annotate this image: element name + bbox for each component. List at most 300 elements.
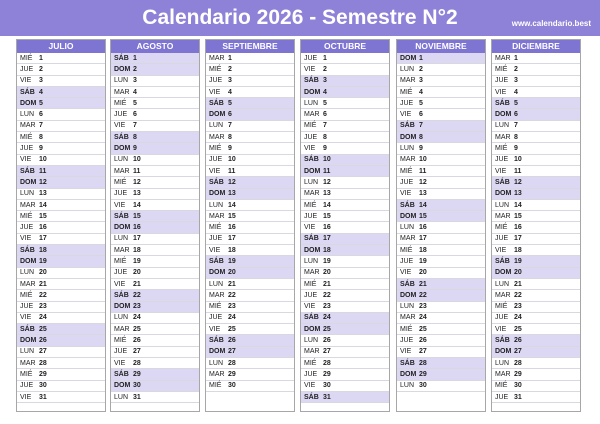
weekday-label: MIÉ	[495, 145, 508, 153]
day-row	[397, 87, 485, 98]
weekday-label: JUE	[495, 77, 509, 85]
weekday-label: SÁB	[114, 54, 129, 62]
day-row	[492, 347, 580, 358]
day-row	[397, 143, 485, 154]
weekday-label: MIÉ	[20, 133, 33, 141]
day-row	[397, 347, 485, 358]
weekday-label: LUN	[114, 314, 129, 322]
weekday-label: MIÉ	[114, 257, 127, 265]
day-number: 3	[419, 77, 423, 85]
day-row	[206, 324, 294, 335]
day-row	[111, 109, 199, 120]
weekday-label: JUE	[209, 77, 223, 85]
weekday-label: VIE	[20, 314, 32, 322]
day-row	[301, 234, 389, 245]
weekday-label: JUE	[209, 314, 223, 322]
day-row	[206, 121, 294, 132]
month-column	[300, 39, 390, 412]
day-number: 2	[419, 65, 423, 73]
day-number: 27	[228, 348, 236, 356]
weekday-label: MAR	[20, 201, 36, 209]
day-row	[206, 211, 294, 222]
day-number: 16	[419, 224, 427, 232]
day-number: 19	[323, 257, 331, 265]
weekday-label: JUE	[114, 348, 128, 356]
weekday-label: VIE	[20, 77, 32, 85]
weekday-label: SÁB	[209, 178, 224, 186]
day-row	[206, 290, 294, 301]
day-number: 11	[133, 167, 141, 175]
day-row	[397, 369, 485, 380]
day-number: 18	[514, 246, 522, 254]
day-row	[397, 256, 485, 267]
day-number: 30	[323, 382, 331, 390]
weekday-label: MAR	[304, 111, 320, 119]
weekday-label: MIÉ	[400, 167, 413, 175]
day-number: 12	[228, 178, 236, 186]
weekday-label: VIE	[20, 393, 32, 401]
day-row	[492, 256, 580, 267]
day-number: 3	[39, 77, 43, 85]
weekday-label: DOM	[400, 212, 417, 220]
weekday-label: MIÉ	[114, 178, 127, 186]
day-number: 16	[514, 224, 522, 232]
weekday-label: MIÉ	[400, 88, 413, 96]
day-number: 1	[323, 54, 327, 62]
weekday-label: MAR	[20, 122, 36, 130]
weekday-label: MIÉ	[114, 99, 127, 107]
day-number: 22	[228, 291, 236, 299]
day-number: 22	[323, 291, 331, 299]
day-number: 21	[323, 280, 331, 288]
day-row	[17, 268, 105, 279]
day-number: 26	[419, 337, 427, 345]
day-number: 9	[228, 145, 232, 153]
day-number: 20	[228, 269, 236, 277]
day-number: 14	[133, 201, 141, 209]
day-number: 9	[419, 145, 423, 153]
day-number: 8	[228, 133, 232, 141]
weekday-label: DOM	[400, 370, 417, 378]
day-number: 1	[133, 54, 137, 62]
day-row	[397, 313, 485, 324]
weekday-label: LUN	[20, 111, 35, 119]
day-number: 7	[419, 122, 423, 130]
weekday-label: MIÉ	[209, 382, 222, 390]
day-row	[301, 392, 389, 403]
day-number: 2	[323, 65, 327, 73]
day-row	[206, 234, 294, 245]
day-row	[206, 268, 294, 279]
day-number: 11	[514, 167, 522, 175]
day-number: 8	[419, 133, 423, 141]
day-number: 26	[514, 337, 522, 345]
day-number: 29	[323, 370, 331, 378]
day-row	[17, 324, 105, 335]
weekday-label: JUE	[400, 257, 414, 265]
day-row	[301, 313, 389, 324]
weekday-label: DOM	[114, 224, 131, 232]
weekday-label: MAR	[495, 291, 511, 299]
day-number: 21	[39, 280, 47, 288]
day-row	[492, 358, 580, 369]
day-row	[206, 335, 294, 346]
day-number: 31	[323, 393, 331, 401]
day-number: 29	[514, 370, 522, 378]
day-number: 25	[323, 325, 331, 333]
day-row	[397, 279, 485, 290]
day-row	[397, 324, 485, 335]
day-number: 4	[323, 88, 327, 96]
day-number: 21	[228, 280, 236, 288]
weekday-label: JUE	[495, 156, 509, 164]
day-row	[111, 392, 199, 403]
weekday-label: VIE	[209, 88, 221, 96]
day-row	[111, 132, 199, 143]
day-row	[17, 189, 105, 200]
day-number: 20	[39, 269, 47, 277]
day-row	[111, 189, 199, 200]
day-number: 8	[39, 133, 43, 141]
weekday-label: MAR	[114, 325, 130, 333]
weekday-label: DOM	[20, 257, 37, 265]
day-number: 6	[228, 111, 232, 119]
day-number: 6	[133, 111, 137, 119]
day-number: 14	[419, 201, 427, 209]
day-number: 17	[419, 235, 427, 243]
weekday-label: JUE	[495, 393, 509, 401]
day-row	[492, 98, 580, 109]
day-row	[206, 302, 294, 313]
day-row	[17, 132, 105, 143]
day-number: 26	[323, 337, 331, 345]
day-number: 15	[419, 212, 427, 220]
day-row	[397, 189, 485, 200]
weekday-label: VIE	[495, 88, 507, 96]
day-row	[206, 381, 294, 392]
day-number: 27	[514, 348, 522, 356]
day-row	[17, 381, 105, 392]
weekday-label: DOM	[114, 65, 131, 73]
weekday-label: MIÉ	[400, 246, 413, 254]
day-number: 21	[133, 280, 141, 288]
day-number: 4	[228, 88, 232, 96]
day-row	[301, 347, 389, 358]
weekday-label: SÁB	[20, 325, 35, 333]
day-number: 23	[133, 303, 141, 311]
weekday-label: SÁB	[209, 99, 224, 107]
weekday-label: DOM	[495, 190, 512, 198]
weekday-label: DOM	[304, 88, 321, 96]
day-number: 7	[133, 122, 137, 130]
day-row	[301, 143, 389, 154]
title-banner	[0, 0, 600, 36]
day-number: 29	[133, 370, 141, 378]
day-row	[17, 234, 105, 245]
day-number: 5	[419, 99, 423, 107]
day-number: 3	[514, 77, 518, 85]
day-number: 1	[228, 54, 232, 62]
day-number: 14	[39, 201, 47, 209]
day-number: 19	[228, 257, 236, 265]
day-row	[301, 166, 389, 177]
weekday-label: LUN	[209, 280, 224, 288]
day-number: 9	[133, 145, 137, 153]
day-row	[492, 200, 580, 211]
day-number: 23	[39, 303, 47, 311]
day-row	[111, 234, 199, 245]
weekday-label: VIE	[495, 325, 507, 333]
day-number: 27	[133, 348, 141, 356]
day-number: 9	[323, 145, 327, 153]
day-number: 17	[39, 235, 47, 243]
day-row	[17, 256, 105, 267]
day-row	[301, 155, 389, 166]
day-row	[397, 200, 485, 211]
day-row	[301, 53, 389, 64]
weekday-label: VIE	[400, 190, 412, 198]
day-row	[111, 211, 199, 222]
day-row	[301, 177, 389, 188]
day-number: 10	[133, 156, 141, 164]
weekday-label: VIE	[304, 303, 316, 311]
day-number: 4	[419, 88, 423, 96]
day-number: 11	[228, 167, 236, 175]
day-number: 11	[39, 167, 47, 175]
day-number: 5	[39, 99, 43, 107]
day-number: 2	[133, 65, 137, 73]
weekday-label: LUN	[400, 382, 415, 390]
month-header: DICIEMBRE	[492, 40, 580, 53]
day-number: 13	[419, 190, 427, 198]
day-number: 24	[39, 314, 47, 322]
day-number: 30	[514, 382, 522, 390]
weekday-label: JUE	[20, 303, 34, 311]
day-row	[492, 109, 580, 120]
day-row	[492, 245, 580, 256]
day-row	[111, 53, 199, 64]
day-number: 8	[133, 133, 137, 141]
weekday-label: DOM	[209, 348, 226, 356]
month-header: OCTUBRE	[301, 40, 389, 53]
weekday-label: VIE	[495, 167, 507, 175]
day-row	[17, 347, 105, 358]
day-number: 13	[323, 190, 331, 198]
site-url: www.calendario.best	[511, 19, 591, 28]
day-number: 29	[39, 370, 47, 378]
day-row	[301, 98, 389, 109]
day-number: 24	[228, 314, 236, 322]
day-number: 26	[133, 337, 141, 345]
day-number: 4	[133, 88, 137, 96]
weekday-label: LUN	[400, 145, 415, 153]
day-row	[492, 381, 580, 392]
weekday-label: DOM	[20, 99, 37, 107]
day-row	[397, 222, 485, 233]
weekday-label: DOM	[495, 269, 512, 277]
day-number: 28	[323, 359, 331, 367]
weekday-label: SÁB	[495, 178, 510, 186]
weekday-label: LUN	[400, 65, 415, 73]
weekday-label: LUN	[304, 257, 319, 265]
day-row	[111, 143, 199, 154]
weekday-label: SÁB	[400, 201, 415, 209]
day-number: 10	[39, 156, 47, 164]
day-number: 15	[514, 212, 522, 220]
day-row	[206, 200, 294, 211]
day-number: 7	[514, 122, 518, 130]
day-number: 7	[39, 122, 43, 130]
weekday-label: SÁB	[304, 77, 319, 85]
day-row	[492, 177, 580, 188]
page-title: Calendario 2026 - Semestre N°2	[142, 6, 458, 29]
day-row	[111, 347, 199, 358]
day-row	[111, 358, 199, 369]
weekday-label: SÁB	[304, 235, 319, 243]
day-row	[397, 177, 485, 188]
weekday-label: DOM	[209, 111, 226, 119]
day-row	[17, 200, 105, 211]
day-number: 16	[323, 224, 331, 232]
day-number: 29	[419, 370, 427, 378]
day-row	[17, 245, 105, 256]
day-number: 29	[228, 370, 236, 378]
weekday-label: SÁB	[20, 246, 35, 254]
day-row	[397, 290, 485, 301]
day-row	[301, 222, 389, 233]
day-row	[17, 369, 105, 380]
weekday-label: LUN	[209, 359, 224, 367]
weekday-label: VIE	[20, 235, 32, 243]
weekday-label: MIÉ	[20, 54, 33, 62]
day-row	[206, 98, 294, 109]
day-number: 23	[323, 303, 331, 311]
day-row	[111, 155, 199, 166]
weekday-label: JUE	[400, 178, 414, 186]
day-row	[111, 256, 199, 267]
day-row	[301, 290, 389, 301]
day-row	[492, 53, 580, 64]
day-number: 17	[228, 235, 236, 243]
month-column	[491, 39, 581, 412]
day-row	[206, 64, 294, 75]
day-number: 18	[228, 246, 236, 254]
day-row	[397, 155, 485, 166]
day-row	[111, 166, 199, 177]
weekday-label: DOM	[20, 178, 37, 186]
day-row	[397, 166, 485, 177]
weekday-label: MIÉ	[495, 303, 508, 311]
day-row	[17, 222, 105, 233]
day-row	[397, 98, 485, 109]
day-row	[17, 76, 105, 87]
day-row	[397, 76, 485, 87]
day-number: 22	[419, 291, 427, 299]
weekday-label: MIÉ	[400, 325, 413, 333]
weekday-label: LUN	[400, 224, 415, 232]
day-row	[206, 177, 294, 188]
weekday-label: SÁB	[114, 212, 129, 220]
day-row	[301, 76, 389, 87]
weekday-label: LUN	[20, 269, 35, 277]
weekday-label: MIÉ	[304, 201, 317, 209]
weekday-label: MAR	[20, 359, 36, 367]
day-number: 17	[323, 235, 331, 243]
day-row	[17, 358, 105, 369]
day-row	[111, 87, 199, 98]
weekday-label: MAR	[304, 348, 320, 356]
weekday-label: JUE	[20, 65, 34, 73]
weekday-label: SÁB	[209, 257, 224, 265]
weekday-label: MAR	[495, 212, 511, 220]
weekday-label: MAR	[209, 291, 225, 299]
day-number: 22	[39, 291, 47, 299]
day-number: 6	[323, 111, 327, 119]
weekday-label: MAR	[304, 190, 320, 198]
day-number: 26	[228, 337, 236, 345]
day-row	[17, 155, 105, 166]
day-row	[17, 109, 105, 120]
day-row	[301, 121, 389, 132]
weekday-label: DOM	[304, 167, 321, 175]
weekday-label: LUN	[20, 190, 35, 198]
day-number: 12	[39, 178, 47, 186]
weekday-label: SÁB	[400, 359, 415, 367]
day-row	[301, 132, 389, 143]
day-number: 18	[133, 246, 141, 254]
day-number: 11	[419, 167, 427, 175]
weekday-label: VIE	[495, 246, 507, 254]
day-number: 13	[514, 190, 522, 198]
month-header: SEPTIEMBRE	[206, 40, 294, 53]
day-number: 24	[323, 314, 331, 322]
weekday-label: MIÉ	[209, 224, 222, 232]
day-number: 30	[419, 382, 427, 390]
day-row	[206, 347, 294, 358]
day-number: 15	[133, 212, 141, 220]
weekday-label: LUN	[114, 235, 129, 243]
day-number: 10	[323, 156, 331, 164]
day-number: 11	[323, 167, 331, 175]
weekday-label: DOM	[495, 111, 512, 119]
day-number: 18	[419, 246, 427, 254]
day-row	[17, 335, 105, 346]
day-number: 19	[133, 257, 141, 265]
day-number: 27	[323, 348, 331, 356]
day-number: 25	[39, 325, 47, 333]
day-number: 10	[228, 156, 236, 164]
weekday-label: DOM	[495, 348, 512, 356]
day-row	[17, 64, 105, 75]
day-number: 13	[228, 190, 236, 198]
day-number: 16	[133, 224, 141, 232]
day-row	[301, 64, 389, 75]
day-row	[111, 98, 199, 109]
weekday-label: MIÉ	[495, 65, 508, 73]
day-number: 14	[323, 201, 331, 209]
weekday-label: JUE	[20, 145, 34, 153]
day-row	[111, 121, 199, 132]
day-number: 2	[228, 65, 232, 73]
day-number: 22	[514, 291, 522, 299]
weekday-label: VIE	[304, 65, 316, 73]
day-number: 31	[514, 393, 522, 401]
weekday-label: SÁB	[495, 99, 510, 107]
weekday-label: SÁB	[304, 393, 319, 401]
day-number: 3	[133, 77, 137, 85]
day-number: 28	[419, 359, 427, 367]
weekday-label: MIÉ	[209, 303, 222, 311]
